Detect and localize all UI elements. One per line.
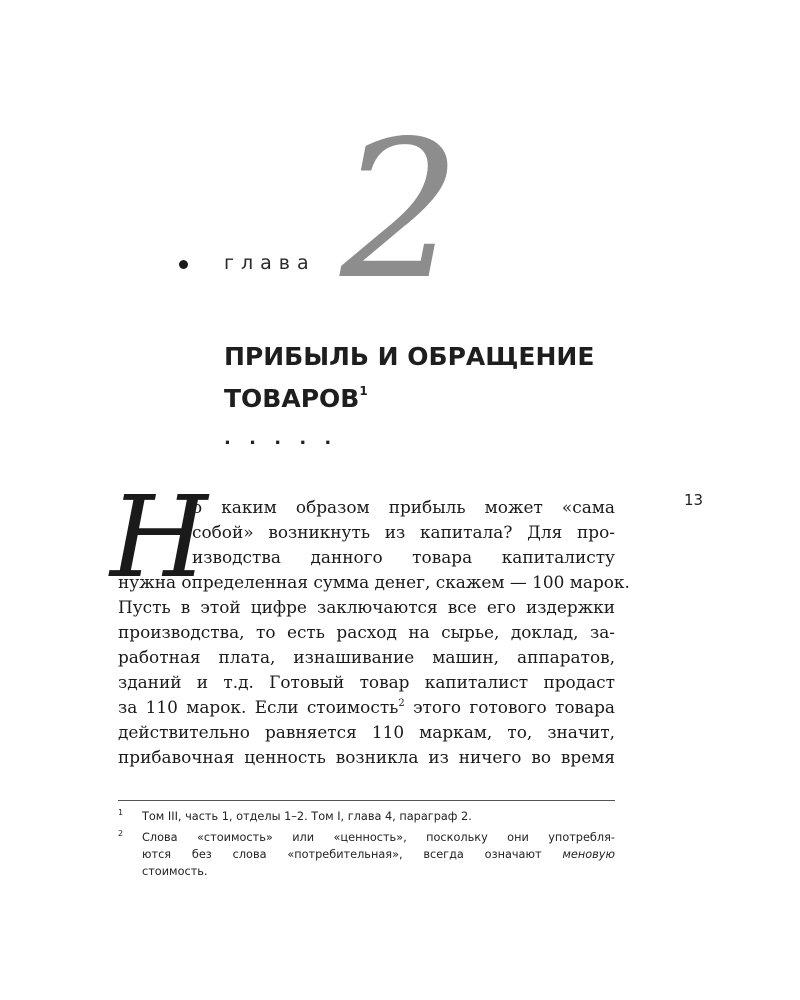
chapter-number: 2 [340,100,461,321]
footnote-line: стоимость. [142,865,208,878]
chapter-title-line-2: ТОВАРОВ [224,384,360,413]
page-number: 13 [684,491,704,509]
footnote-line [142,846,615,863]
body-line [118,695,615,720]
body-line-part: этого готового товара [413,697,615,717]
title-ornament: . . . . . [224,428,338,449]
body-line: работная плата, изнашивание машин, аппаратов, [118,647,615,667]
chapter-title [224,340,644,416]
footnote-line: Слова «стоимость» или «ценность», поскольку они употребля- [142,831,615,844]
footnote-line-part: ются без слова «потребительная», всегда означают [142,848,542,861]
footnote-divider [118,800,615,801]
body-line: действительно равняется 110 маркам, то, значит, [118,722,615,742]
body-footnote-mark: 2 [398,698,405,709]
drop-cap: Н [110,473,208,603]
chapter-title-line-1: ПРИБЫЛЬ И ОБРАЩЕНИЕ [224,342,595,371]
title-footnote-mark: 1 [359,384,368,398]
footnote-mark: 1 [118,808,124,817]
chapter-label: глава [224,252,316,274]
footnote-line: Том III, часть 1, отделы 1–2. Том I, глава 4, параграф 2. [142,810,472,823]
body-line: Пусть в этой цифре заключаются все его издержки [118,597,615,617]
body-line: о каким образом прибыль может «сама [192,497,615,517]
body-line: изводства данного товара капиталисту [192,547,615,567]
body-line: нужна определенная сумма денег, скажем — 100 марок. [118,572,630,592]
body-line: производства, то есть расход на сырье, доклад, за- [118,622,615,642]
footnote-emphasis: меновую [562,848,615,861]
body-line: собой» возникнуть из капитала? Для про- [192,522,615,542]
body-line: зданий и т.д. Готовый товар капиталист продаст [118,672,615,692]
body-line-part: за 110 марок. Если стоимость [118,697,399,717]
footnote-mark: 2 [118,829,124,838]
chapter-bullet [179,260,188,269]
body-line: прибавочная ценность возникла из ничего во время [118,747,615,767]
